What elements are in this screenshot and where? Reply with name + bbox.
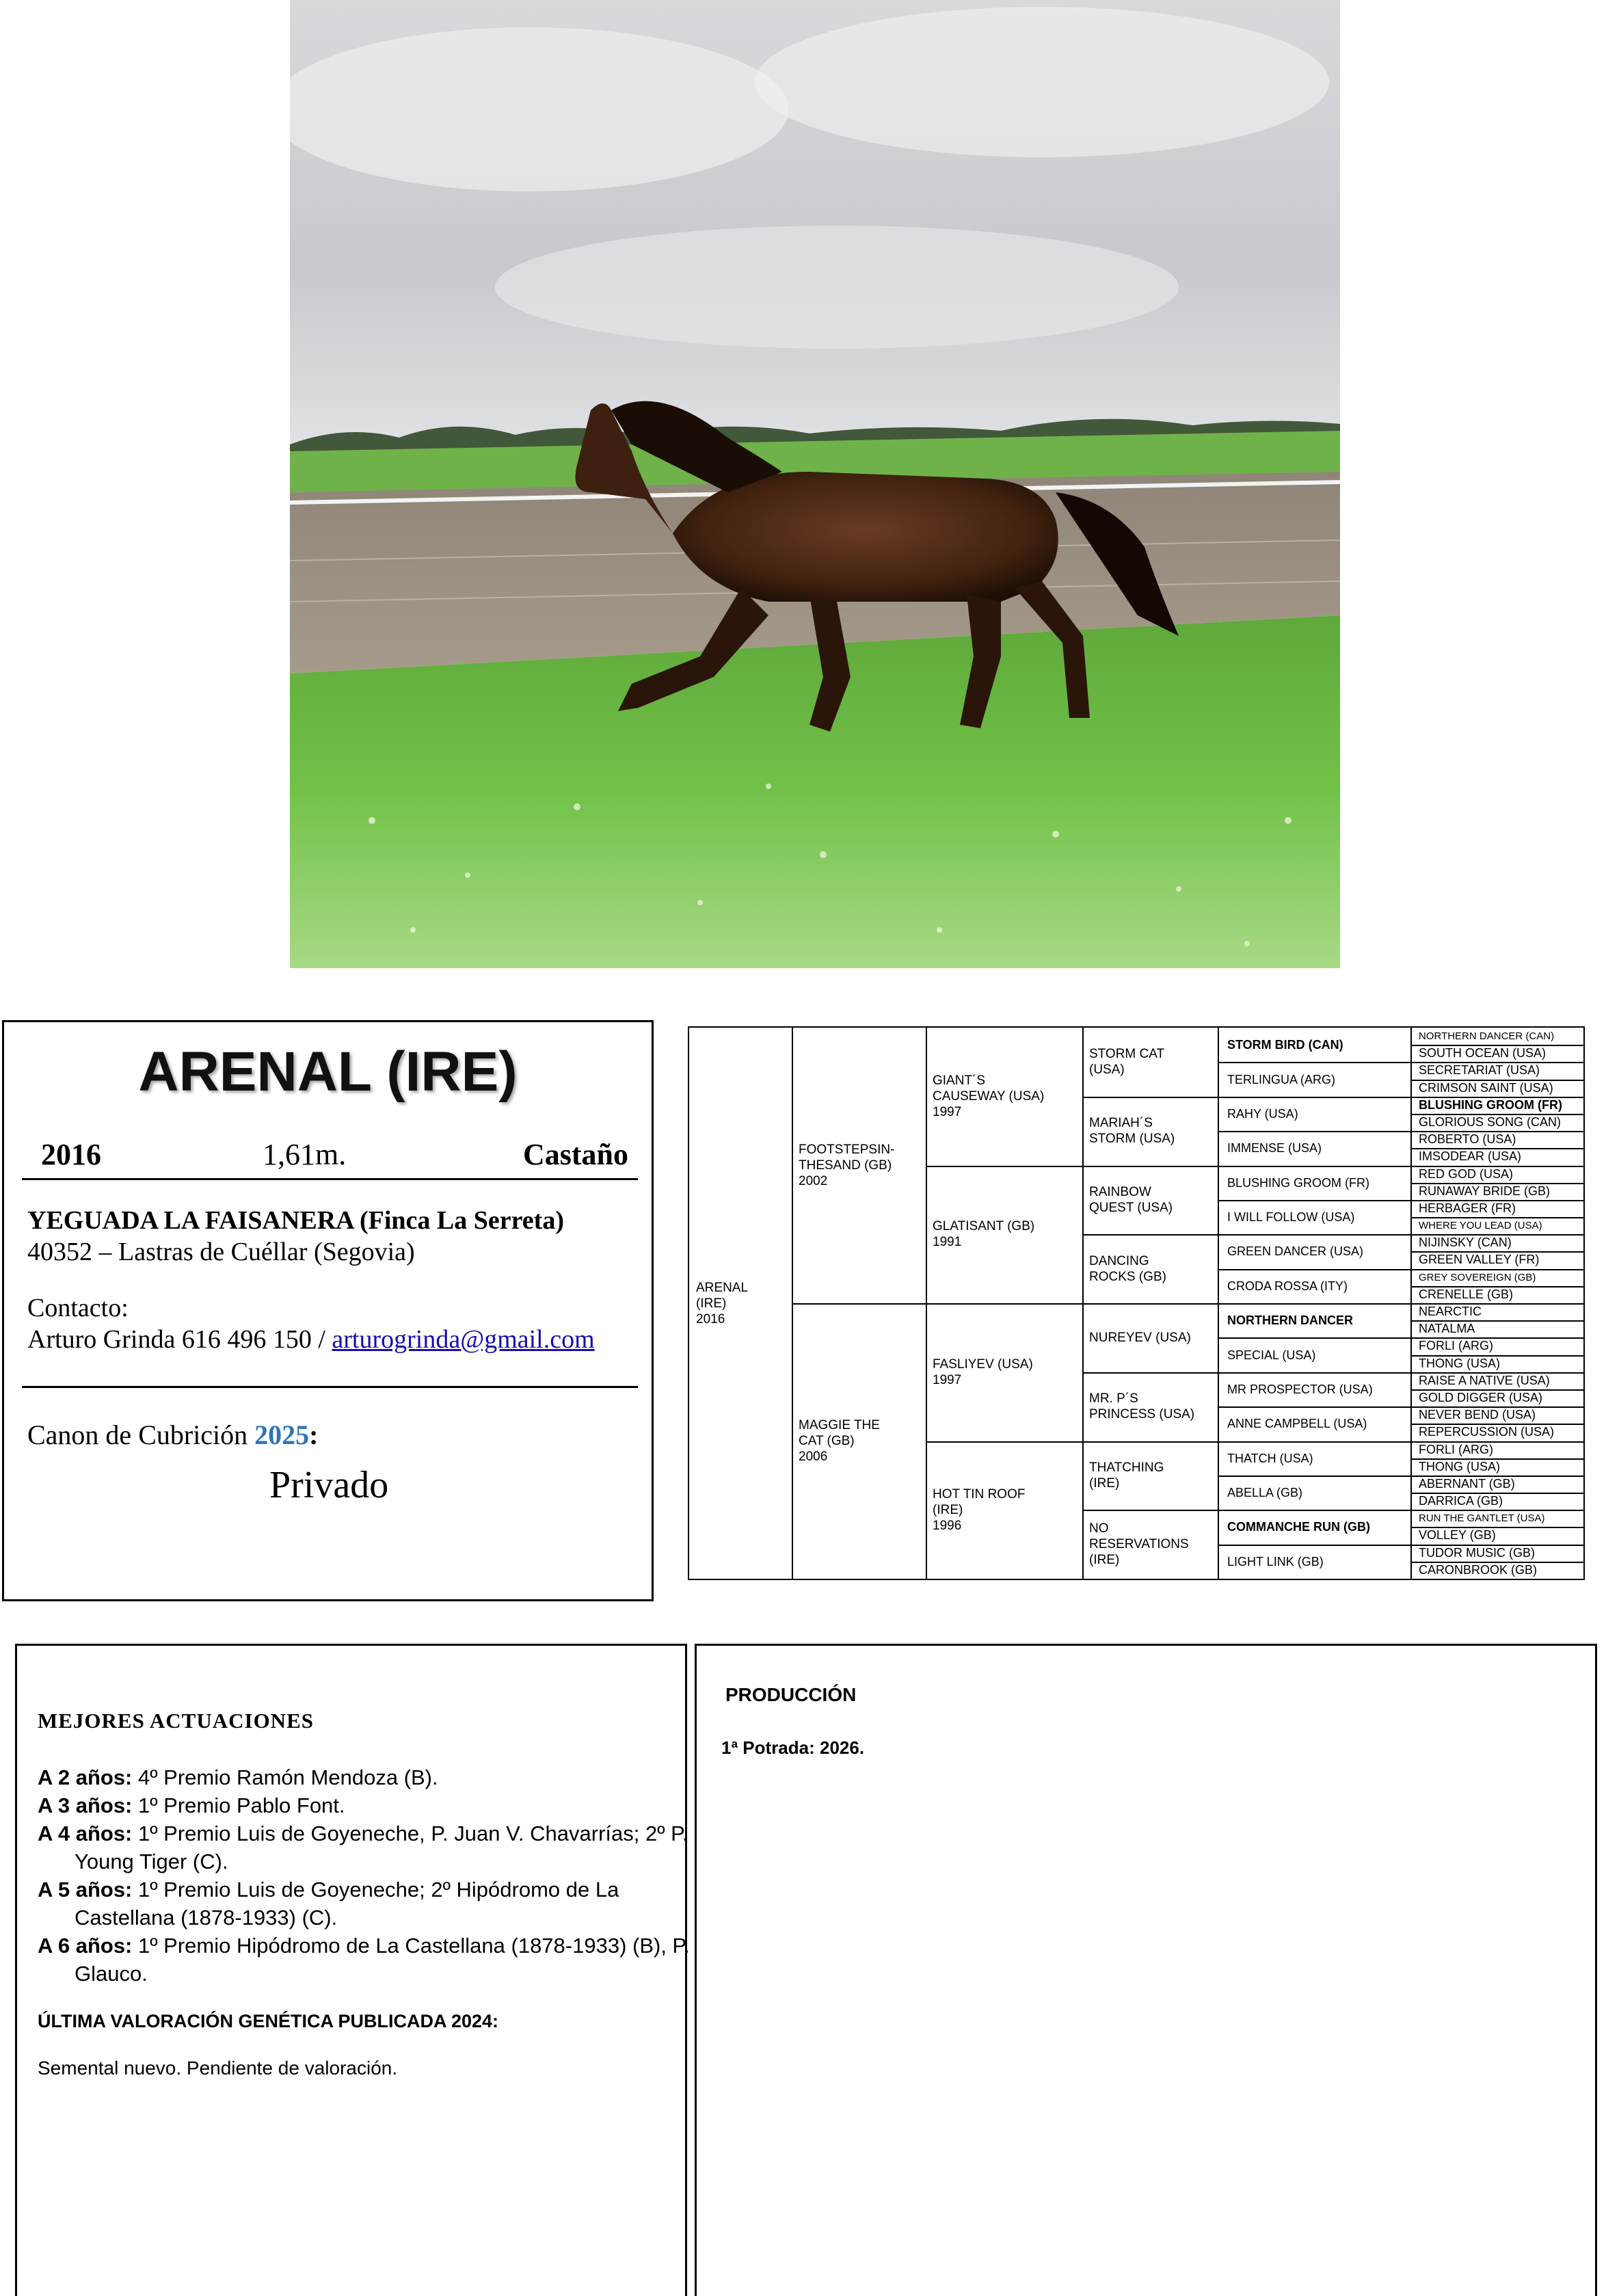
pedigree-gen6: HERBAGER (FR) <box>1419 1201 1516 1215</box>
fee-value: Privado <box>269 1464 389 1506</box>
pedigree-gen6: GREEN VALLEY (FR) <box>1419 1253 1540 1267</box>
pedigree-gen6: ABERNANT (GB) <box>1419 1476 1515 1491</box>
pedigree-line <box>1410 1389 1583 1391</box>
performance-age: A 2 años: <box>38 1765 133 1789</box>
pedigree-line <box>1410 1424 1583 1425</box>
stud-name: YEGUADA LA FAISANERA (Finca La Serreta) <box>27 1206 564 1235</box>
pedigree-gen5: IMMENSE (USA) <box>1227 1141 1322 1156</box>
performance-text: 1º Premio Luis de Goyeneche, P. Juan V. Chavarrías; 2º P. Young Tiger (C). <box>75 1821 688 1873</box>
production-card <box>695 1644 1597 2296</box>
pedigree-gen4: RAINBOW QUEST (USA) <box>1089 1184 1173 1215</box>
pedigree-line <box>1410 1441 1583 1443</box>
performance-text: 4º Premio Ramón Mendoza (B). <box>132 1765 438 1789</box>
performances-card <box>15 1644 690 2296</box>
pedigree-line <box>1410 1183 1583 1184</box>
pedigree-gen4: MR. P´S PRINCESS (USA) <box>1089 1391 1195 1422</box>
pedigree-gen5: GREEN DANCER (USA) <box>1227 1244 1364 1259</box>
pedigree-line <box>1410 1320 1583 1322</box>
pedigree-line <box>1410 1337 1583 1339</box>
horse-photo-illustration <box>290 0 1340 968</box>
divider <box>22 1386 638 1388</box>
horse-name-title: ARENAL (IRE) <box>138 1041 518 1103</box>
pedigree-gen6: RED GOD (USA) <box>1419 1166 1514 1181</box>
info-card <box>2 1020 654 1601</box>
pedigree-gen6: VOLLEY (GB) <box>1419 1528 1496 1543</box>
pedigree-line <box>1410 1562 1583 1563</box>
pedigree-gen6: CRENELLE (GB) <box>1419 1287 1514 1301</box>
pedigree-gen4: NO RESERVATIONS (IRE) <box>1089 1521 1189 1568</box>
fee-label-text: Canon de Cubrición <box>27 1419 255 1450</box>
performance-item <box>38 1763 704 1791</box>
pedigree-gen5: CRODA ROSSA (ITY) <box>1227 1279 1348 1293</box>
pedigree-line <box>1410 1080 1583 1081</box>
pedigree-gen6: TUDOR MUSIC (GB) <box>1419 1545 1535 1560</box>
pedigree-gen6: ROBERTO (USA) <box>1419 1132 1516 1147</box>
pedigree-gen5: THATCH (USA) <box>1227 1451 1313 1465</box>
pedigree-line <box>1410 1476 1583 1477</box>
contact-text: Arturo Grinda 616 496 150 / <box>27 1325 332 1354</box>
pedigree-gen6: RUNAWAY BRIDE (GB) <box>1419 1184 1551 1198</box>
pedigree-gen6: DARRICA (GB) <box>1419 1494 1503 1508</box>
pedigree-line <box>1410 1303 1583 1305</box>
pedigree-gen5: LIGHT LINK (GB) <box>1227 1554 1324 1569</box>
performance-text: 1º Premio Hipódromo de La Castellana (1878-1933) (B), P. Glauco. <box>75 1934 690 1986</box>
pedigree-gen4: MARIAH´S STORM (USA) <box>1089 1116 1175 1147</box>
pedigree-gen5: I WILL FOLLOW (USA) <box>1227 1210 1355 1225</box>
pedigree-line <box>1410 1269 1583 1270</box>
performance-item <box>38 1875 704 1932</box>
pedigree-gen5: ANNE CAMPBELL (USA) <box>1227 1417 1367 1431</box>
pedigree-gen5: ABELLA (GB) <box>1227 1486 1303 1500</box>
pedigree-line <box>1410 1234 1583 1236</box>
pedigree-gen5: RAHY (USA) <box>1227 1106 1298 1121</box>
performance-text: 1º Premio Luis de Goyeneche; 2º Hipódromo de La Castellana (1878-1933) (C). <box>75 1878 619 1930</box>
genetic-rating-text: Semental nuevo. Pendiente de valoración. <box>38 2057 398 2079</box>
performance-age: A 5 años: <box>38 1878 133 1901</box>
pedigree-gen5: SPECIAL (USA) <box>1227 1348 1316 1362</box>
pedigree-line <box>1410 1545 1583 1546</box>
pedigree-gen6: THONG (USA) <box>1419 1356 1500 1370</box>
fee-colon: : <box>309 1419 319 1450</box>
pedigree-gen6: CRIMSON SAINT (USA) <box>1419 1080 1553 1095</box>
pedigree-gen6: GLORIOUS SONG (CAN) <box>1419 1114 1562 1129</box>
birth-year: 2016 <box>41 1138 101 1171</box>
pedigree-gen3: FASLIYEV (USA) 1997 <box>933 1357 1033 1387</box>
pedigree-gen6: GREY SOVEREIGN (GB) <box>1419 1271 1536 1283</box>
performances-heading: MEJORES ACTUACIONES <box>38 1709 314 1733</box>
horse-height: 1,61m. <box>263 1138 347 1171</box>
pedigree-gen6: NORTHERN DANCER (CAN) <box>1419 1030 1555 1042</box>
pedigree-gen6: NATALMA <box>1419 1322 1475 1336</box>
pedigree-gen6: FORLI (ARG) <box>1419 1339 1494 1353</box>
pedigree-line <box>1410 1062 1583 1063</box>
pedigree-line <box>1410 1406 1583 1408</box>
pedigree-gen6: CARONBROOK (GB) <box>1419 1562 1538 1577</box>
pedigree-gen6: FORLI (ARG) <box>1419 1442 1494 1456</box>
pedigree-gen6: RAISE A NATIVE (USA) <box>1419 1373 1550 1387</box>
pedigree-dam: MAGGIE THE CAT (GB) 2006 <box>799 1418 880 1464</box>
genetic-rating-heading: ÚLTIMA VALORACIÓN GENÉTICA PUBLICADA 2024: <box>38 2011 499 2031</box>
pedigree-gen4: NUREYEV (USA) <box>1089 1330 1191 1345</box>
pedigree-gen4: THATCHING (IRE) <box>1089 1460 1164 1491</box>
divider <box>22 1178 638 1180</box>
pedigree-gen6: NIJINSKY (CAN) <box>1419 1236 1512 1250</box>
pedigree-line <box>1410 1355 1583 1357</box>
pedigree-line <box>1410 1458 1583 1460</box>
pedigree-gen5: COMMANCHE RUN (GB) <box>1227 1520 1370 1534</box>
performance-text: 1º Premio Pablo Font. <box>132 1793 345 1817</box>
production-text: 1ª Potrada: 2026. <box>721 1737 865 1758</box>
performance-item <box>38 1932 704 1988</box>
pedigree-gen6: NEVER BEND (USA) <box>1419 1408 1536 1422</box>
pedigree-gen5: BLUSHING GROOM (FR) <box>1227 1175 1370 1190</box>
performance-age: A 3 años: <box>38 1793 133 1817</box>
contact-label: Contacto: <box>27 1294 129 1322</box>
pedigree-gen6: THONG (USA) <box>1419 1459 1500 1473</box>
performance-item <box>38 1819 704 1875</box>
pedigree-gen6: SECRETARIAT (USA) <box>1419 1063 1540 1078</box>
pedigree-line <box>1410 1286 1583 1287</box>
pedigree-line <box>1410 1372 1583 1374</box>
pedigree-line <box>1410 1148 1583 1149</box>
stud-address: 40352 – Lastras de Cuéllar (Segovia) <box>27 1238 415 1266</box>
contact-line <box>27 1324 595 1354</box>
pedigree-gen3: HOT TIN ROOF (IRE) 1996 <box>933 1486 1026 1533</box>
pedigree-sire: FOOTSTEPSIN- THESAND (GB) 2002 <box>799 1143 895 1188</box>
pedigree-line <box>1410 1527 1583 1528</box>
pedigree-line <box>1410 1045 1583 1046</box>
pedigree-gen6: BLUSHING GROOM (FR) <box>1419 1097 1562 1112</box>
pedigree-gen5: MR PROSPECTOR (USA) <box>1227 1382 1373 1396</box>
pedigree-gen5: NORTHERN DANCER <box>1227 1313 1353 1328</box>
pedigree-gen6: NEARCTIC <box>1419 1305 1482 1318</box>
fee-label <box>27 1419 319 1451</box>
pedigree-gen6: RUN THE GANTLET (USA) <box>1419 1512 1545 1525</box>
fee-year: 2025 <box>254 1419 310 1450</box>
pedigree-line <box>1410 1251 1583 1253</box>
pedigree-gen6: IMSODEAR (USA) <box>1419 1149 1522 1164</box>
pedigree-line <box>1410 1131 1583 1132</box>
pedigree-line <box>1410 1166 1583 1167</box>
pedigree-line <box>1410 1217 1583 1218</box>
pedigree-gen3: GLATISANT (GB) 1991 <box>933 1219 1035 1250</box>
pedigree-gen4: STORM CAT (USA) <box>1089 1047 1165 1078</box>
pedigree-gen6: REPERCUSSION (USA) <box>1419 1425 1555 1439</box>
pedigree-gen3: GIANT´S CAUSEWAY (USA) 1997 <box>933 1073 1045 1120</box>
pedigree-line <box>1410 1114 1583 1115</box>
horse-photo <box>290 0 1340 968</box>
performance-item <box>38 1791 704 1819</box>
performance-age: A 4 años: <box>38 1821 133 1845</box>
coat-color: Castaño <box>522 1138 628 1171</box>
pedigree-gen5: TERLINGUA (ARG) <box>1227 1072 1336 1086</box>
pedigree-gen6: WHERE YOU LEAD (USA) <box>1419 1220 1542 1232</box>
pedigree-line <box>1410 1493 1583 1494</box>
pedigree-gen6: GOLD DIGGER (USA) <box>1419 1390 1543 1404</box>
contact-email-link[interactable]: arturogrinda@gmail.com <box>332 1325 595 1354</box>
pedigree-line <box>1410 1097 1583 1098</box>
production-heading: PRODUCCIÓN <box>725 1684 857 1705</box>
pedigree-gen6: SOUTH OCEAN (USA) <box>1419 1046 1547 1060</box>
pedigree-line <box>1410 1510 1583 1511</box>
pedigree-gen5: STORM BIRD (CAN) <box>1227 1038 1343 1052</box>
pedigree-horse: ARENAL (IRE) 2016 <box>696 1280 749 1326</box>
pedigree-table <box>688 1026 1585 1580</box>
performance-age: A 6 años: <box>38 1934 133 1958</box>
pedigree-gen4: DANCING ROCKS (GB) <box>1089 1253 1166 1284</box>
pedigree-line <box>1410 1200 1583 1201</box>
